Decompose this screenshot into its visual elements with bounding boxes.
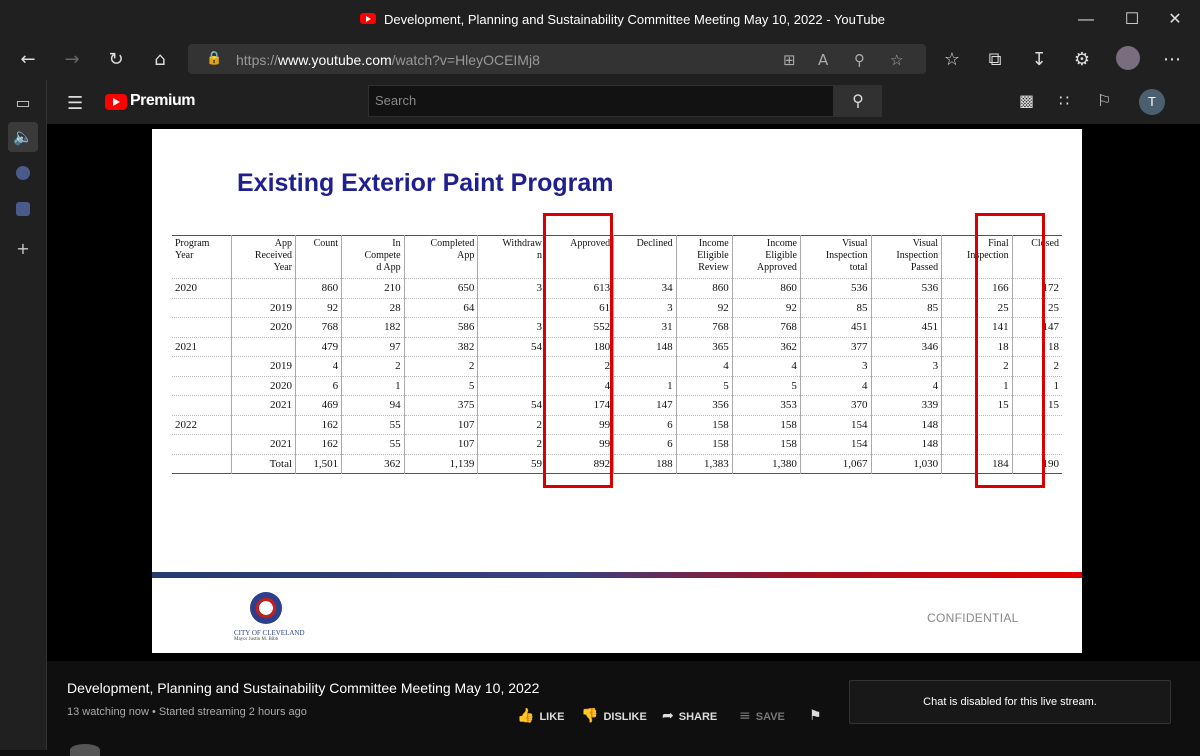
table-cell: 92 (732, 298, 800, 318)
table-cell: 3 (478, 318, 546, 338)
thumbs-up-icon: 👍 (517, 708, 535, 724)
table-column-header: Withdraw n (478, 236, 546, 279)
table-cell: 2 (478, 415, 546, 435)
table-column-header: Approved (545, 236, 613, 279)
url-text[interactable]: https://www.youtube.com/watch?v=HleyOCEIMj8 (236, 52, 540, 68)
table-cell: 15 (942, 396, 1013, 416)
table-cell: 2022 (172, 415, 231, 435)
table-cell: 99 (545, 415, 613, 435)
table-cell: 3 (614, 298, 677, 318)
table-cell: 28 (342, 298, 405, 318)
table-cell: 1 (614, 376, 677, 396)
table-cell: 4 (800, 376, 871, 396)
table-cell: 892 (545, 454, 613, 474)
home-icon[interactable]: ⌂ (154, 49, 166, 70)
chat-disabled-box: Chat is disabled for this live stream. (849, 680, 1171, 724)
table-cell: 4 (545, 376, 613, 396)
table-row (172, 454, 1062, 474)
table-cell: 147 (614, 396, 677, 416)
slide-divider-band (152, 572, 1082, 578)
table-cell: 5 (404, 376, 478, 396)
avatar[interactable]: T (1139, 89, 1165, 115)
table-cell (172, 376, 231, 396)
menu-icon[interactable]: ☰ (67, 93, 84, 114)
forward-icon[interactable]: → (64, 49, 80, 70)
table-cell (172, 357, 231, 377)
table-cell: 4 (732, 357, 800, 377)
table-row (172, 337, 1062, 357)
youtube-logo-icon[interactable] (105, 94, 127, 110)
table-cell (614, 357, 677, 377)
logo-caption: CITY OF CLEVELAND Mayor Justin M. Bibb (234, 629, 305, 642)
more-menu-icon[interactable]: ⋯ (1163, 49, 1181, 70)
table-cell: 2021 (231, 435, 295, 455)
table-cell: 158 (676, 435, 732, 455)
table-cell: 148 (871, 415, 942, 435)
table-cell: 31 (614, 318, 677, 338)
table-cell: 650 (404, 279, 478, 299)
table-column-header: Income Eligible Approved (732, 236, 800, 279)
table-column-header: In Compete d App (342, 236, 405, 279)
lock-icon: 🔒 (206, 51, 223, 66)
table-cell (172, 454, 231, 474)
table-cell: 1 (1012, 376, 1062, 396)
profile-avatar[interactable] (1116, 46, 1140, 70)
search-input[interactable]: Search (368, 85, 834, 117)
table-column-header: Visual Inspection total (800, 236, 871, 279)
table-column-header: Final Inspection (942, 236, 1013, 279)
table-cell: 54 (478, 396, 546, 416)
table-cell: 768 (732, 318, 800, 338)
table-column-header: Count (296, 236, 342, 279)
table-cell: 1 (942, 376, 1013, 396)
table-cell: 3 (478, 279, 546, 299)
city-seal-logo (250, 592, 282, 624)
table-cell: 353 (732, 396, 800, 416)
notifications-icon[interactable]: ⚐ (1097, 91, 1112, 110)
table-cell: 154 (800, 435, 871, 455)
table-cell: 451 (871, 318, 942, 338)
table-cell: 158 (676, 415, 732, 435)
table-cell: 536 (800, 279, 871, 299)
youtube-brand[interactable]: Premium (130, 92, 195, 109)
table-cell: 97 (342, 337, 405, 357)
new-tab-icon[interactable]: + (16, 239, 30, 258)
table-cell: 92 (676, 298, 732, 318)
table-cell: 1,067 (800, 454, 871, 474)
table-cell: 55 (342, 415, 405, 435)
table-cell: 6 (296, 376, 342, 396)
table-cell: 586 (404, 318, 478, 338)
table-cell: 184 (942, 454, 1013, 474)
collections-icon[interactable]: ⧉ (988, 49, 1002, 70)
table-cell (478, 298, 546, 318)
table-row (172, 435, 1062, 455)
table-cell: 5 (732, 376, 800, 396)
table-cell (231, 337, 295, 357)
table-cell: 2 (342, 357, 405, 377)
table-cell: 860 (732, 279, 800, 299)
table-cell: 536 (871, 279, 942, 299)
table-cell: 2 (1012, 357, 1062, 377)
table-cell: 18 (942, 337, 1013, 357)
table-cell: 172 (1012, 279, 1062, 299)
table-column-header: Closed (1012, 236, 1062, 279)
add-to-playlist-icon: ≡ (739, 708, 751, 724)
table-cell: 180 (545, 337, 613, 357)
table-cell: 375 (404, 396, 478, 416)
downloads-icon[interactable]: ↧ (1031, 49, 1047, 70)
table-cell: 154 (800, 415, 871, 435)
app-available-icon[interactable]: ⊞ (783, 51, 796, 69)
table-cell: 2 (942, 357, 1013, 377)
minimize-icon[interactable]: — (1078, 11, 1094, 28)
table-cell: 141 (942, 318, 1013, 338)
table-column-header: Program Year (175, 238, 210, 261)
table-cell: 860 (676, 279, 732, 299)
table-cell: 346 (871, 337, 942, 357)
table-cell: 147 (1012, 318, 1062, 338)
table-column-header: App Received Year (231, 236, 295, 279)
table-cell: 210 (342, 279, 405, 299)
audio-tab-icon[interactable]: 🔈 (8, 122, 38, 152)
dislike-button[interactable]: 👎 DISLIKE (581, 708, 647, 724)
create-video-icon[interactable]: ▩ (1019, 91, 1035, 110)
tab-actions-icon[interactable]: ▭ (15, 93, 31, 112)
table-cell: 2019 (231, 357, 295, 377)
table-cell: 162 (296, 415, 342, 435)
read-aloud-icon[interactable]: A (818, 51, 829, 69)
table-cell: 5 (676, 376, 732, 396)
table-cell: 99 (545, 435, 613, 455)
table-cell: 469 (296, 396, 342, 416)
refresh-icon[interactable]: ↻ (108, 49, 124, 70)
table-cell: 18 (1012, 337, 1062, 357)
table-cell: 1,501 (296, 454, 342, 474)
program-table (172, 235, 1062, 474)
table-cell: 2020 (172, 279, 231, 299)
table-cell: 1 (342, 376, 405, 396)
table-header-row (172, 236, 1062, 279)
table-cell: 768 (676, 318, 732, 338)
table-cell: 362 (732, 337, 800, 357)
table-row (172, 357, 1062, 377)
thumbs-down-icon: 👎 (581, 708, 599, 724)
maximize-icon[interactable]: ☐ (1124, 11, 1140, 28)
search-icon[interactable]: ⚲ (834, 85, 882, 117)
table-cell (172, 318, 231, 338)
table-cell: 4 (676, 357, 732, 377)
table-cell (478, 376, 546, 396)
table-cell (172, 298, 231, 318)
table-cell: 107 (404, 435, 478, 455)
table-row (172, 415, 1062, 435)
table-cell: 61 (545, 298, 613, 318)
table-cell: 2021 (172, 337, 231, 357)
table-cell: 479 (296, 337, 342, 357)
apps-grid-icon[interactable]: ∷ (1059, 91, 1070, 110)
table-cell: 25 (1012, 298, 1062, 318)
table-cell: 59 (478, 454, 546, 474)
window-titlebar (0, 0, 1200, 40)
table-cell: 2021 (231, 396, 295, 416)
site-tab-icon[interactable] (16, 166, 30, 180)
share-button[interactable]: ➦ SHARE (662, 708, 718, 724)
flag-icon: ⚑ (809, 708, 822, 724)
report-button[interactable] (809, 708, 827, 724)
table-cell: 2 (404, 357, 478, 377)
table-column-header: Declined (614, 236, 677, 279)
table-column-header: Income Eligible Review (676, 236, 732, 279)
table-cell: Total (231, 454, 295, 474)
table-row (172, 396, 1062, 416)
table-row (172, 318, 1062, 338)
table-cell: 2019 (231, 298, 295, 318)
table-cell: 148 (614, 337, 677, 357)
zoom-icon[interactable]: ⚲ (854, 51, 865, 69)
table-cell: 15 (1012, 396, 1062, 416)
table-cell: 34 (614, 279, 677, 299)
table-cell (231, 279, 295, 299)
share-icon: ➦ (662, 708, 674, 724)
table-cell (172, 396, 231, 416)
table-row (172, 298, 1062, 318)
table-cell: 148 (871, 435, 942, 455)
add-favorite-icon[interactable]: ☆ (890, 51, 904, 69)
table-cell (478, 357, 546, 377)
table-cell: 2020 (231, 376, 295, 396)
site-tab-icon[interactable] (16, 202, 30, 216)
video-meta: 13 watching now • Started streaming 2 hours ago (67, 706, 307, 718)
table-cell: 365 (676, 337, 732, 357)
table-cell: 64 (404, 298, 478, 318)
favorites-icon[interactable]: ☆ (943, 49, 961, 70)
table-cell: 182 (342, 318, 405, 338)
table-cell: 1,030 (871, 454, 942, 474)
table-cell: 382 (404, 337, 478, 357)
table-cell: 6 (614, 435, 677, 455)
table-cell: 92 (296, 298, 342, 318)
channel-avatar[interactable] (70, 744, 100, 756)
table-row (172, 376, 1062, 396)
table-cell: 188 (614, 454, 677, 474)
table-cell: 362 (342, 454, 405, 474)
slide-title: Existing Exterior Paint Program (237, 169, 614, 197)
back-icon[interactable]: ← (20, 49, 36, 70)
browser-sidebar (0, 80, 47, 750)
like-button[interactable]: 👍 LIKE (517, 708, 565, 724)
table-cell: 6 (614, 415, 677, 435)
table-cell: 158 (732, 435, 800, 455)
approved-highlight-box (543, 213, 613, 488)
table-cell (172, 435, 231, 455)
table-cell: 158 (732, 415, 800, 435)
table-cell: 166 (942, 279, 1013, 299)
table-cell: 860 (296, 279, 342, 299)
table-cell: 768 (296, 318, 342, 338)
table-cell: 94 (342, 396, 405, 416)
closed-highlight-box (975, 213, 1045, 488)
table-cell: 25 (942, 298, 1013, 318)
video-title: Development, Planning and Sustainability Committee Meeting May 10, 2022 (67, 680, 540, 696)
table-cell: 370 (800, 396, 871, 416)
table-cell: 85 (871, 298, 942, 318)
table-cell: 54 (478, 337, 546, 357)
table-cell: 85 (800, 298, 871, 318)
table-cell: 2020 (231, 318, 295, 338)
table-cell: 451 (800, 318, 871, 338)
table-cell: 1,380 (732, 454, 800, 474)
confidential-label: CONFIDENTIAL (927, 611, 1019, 625)
address-bar[interactable] (188, 44, 926, 74)
table-cell: 3 (800, 357, 871, 377)
table-cell: 3 (871, 357, 942, 377)
save-button[interactable]: ≡ SAVE (739, 708, 785, 724)
table-cell: 4 (296, 357, 342, 377)
table-cell: 2 (545, 357, 613, 377)
table-cell: 1,383 (676, 454, 732, 474)
extensions-icon[interactable]: ⚙ (1073, 49, 1091, 70)
table-cell: 55 (342, 435, 405, 455)
table-cell: 190 (1012, 454, 1062, 474)
window-title: Development, Planning and Sustainability Committee Meeting May 10, 2022 - YouTube (384, 12, 886, 27)
youtube-favicon-icon (360, 13, 376, 24)
close-icon[interactable]: ✕ (1168, 11, 1182, 28)
table-cell: 377 (800, 337, 871, 357)
table-cell: 162 (296, 435, 342, 455)
table-column-header: Completed App (404, 236, 478, 279)
youtube-header (47, 80, 1200, 124)
table-column-header: Visual Inspection Passed (871, 236, 942, 279)
table-cell: 107 (404, 415, 478, 435)
table-cell: 356 (676, 396, 732, 416)
table-cell: 174 (545, 396, 613, 416)
table-cell: 1,139 (404, 454, 478, 474)
table-cell (231, 415, 295, 435)
table-cell: 339 (871, 396, 942, 416)
table-row (172, 279, 1062, 299)
presentation-slide (152, 129, 1082, 653)
table-cell: 552 (545, 318, 613, 338)
table-cell: 4 (871, 376, 942, 396)
table-cell: 2 (478, 435, 546, 455)
table-cell: 613 (545, 279, 613, 299)
